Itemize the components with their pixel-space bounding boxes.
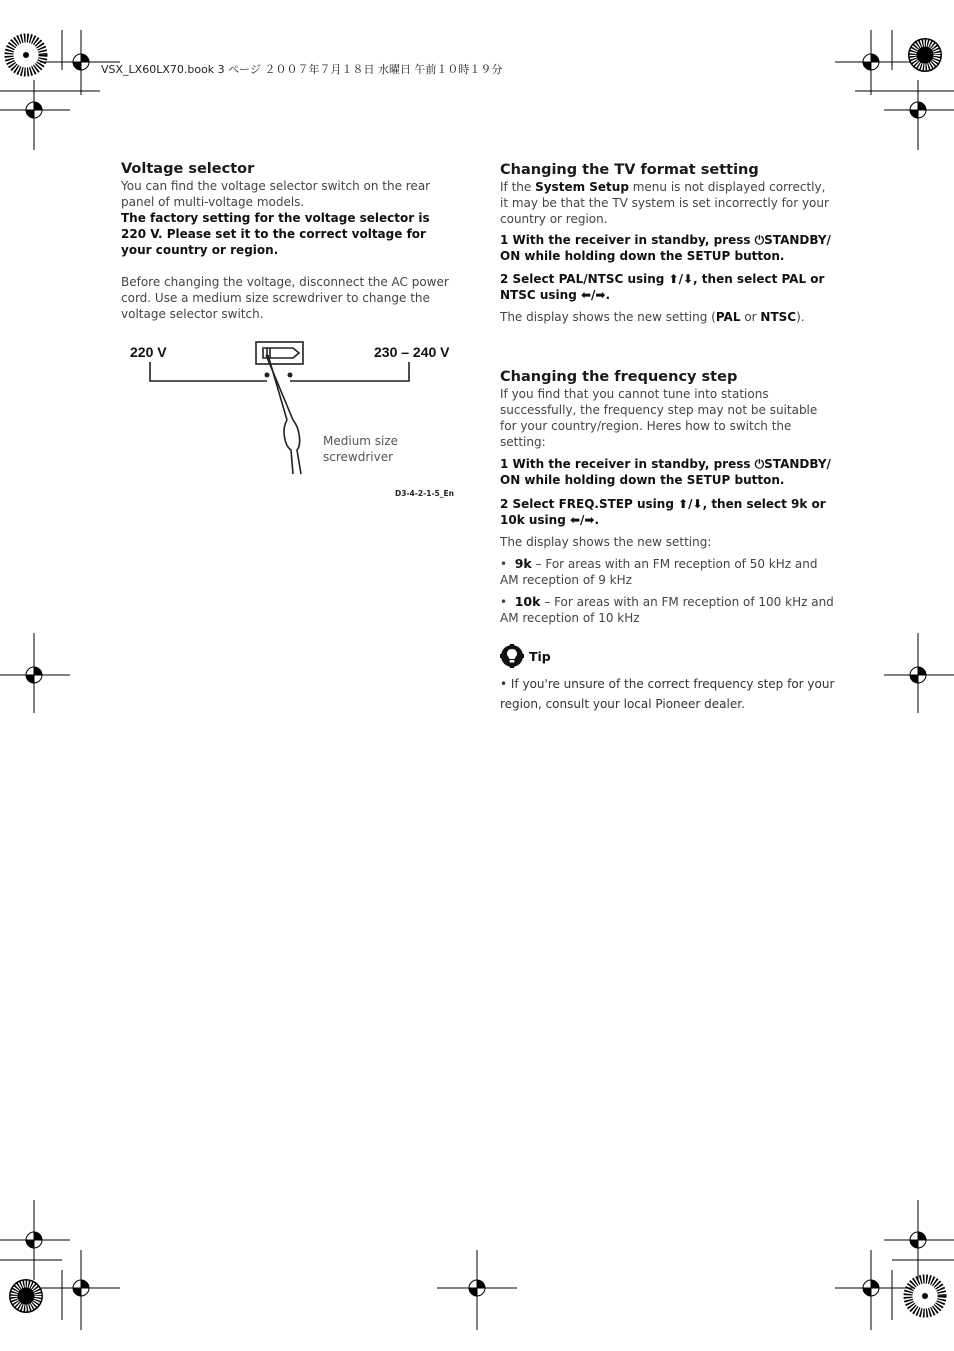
bullet-9k-key: 9k (514, 556, 532, 571)
tv-step-1: 1 With the receiver in standby, press ⏻STANDBY/ ON while holding down the SETUP button. (500, 233, 831, 263)
tv-result (500, 309, 835, 325)
voltage-before-text: Before changing the voltage, disconnect the AC power cord. Use a medium size screwdriver to change the voltage selector switch. (121, 275, 449, 321)
freq-title: Changing the frequency step (500, 369, 738, 385)
tv-format-section (500, 161, 835, 325)
tip-label: Tip (529, 648, 551, 664)
result-pre: The display shows the new setting ( (500, 310, 716, 324)
bullet-9k: • 9k – For areas with an FM reception of 50 kHz and AM reception of 9 kHz (500, 556, 818, 587)
bullet-9k-text: – For areas with an FM reception of 50 kHz and AM reception of 9 kHz (500, 557, 818, 587)
label-230-240v: 230 – 240 V (374, 344, 450, 360)
system-setup-term: System Setup (535, 180, 629, 194)
ntsc-term: NTSC (760, 310, 797, 324)
voltage-title: Voltage selector (121, 161, 255, 177)
caption-line-1: Medium size (323, 434, 399, 448)
pal-term: PAL (715, 310, 741, 324)
bullet-10k-key: 10k (514, 594, 541, 609)
voltage-selector-section (121, 160, 456, 322)
freq-step-1: 1 With the receiver in standby, press ⏻STANDBY/ ON while holding down the SETUP button. (500, 457, 831, 487)
freq-intro: If you find that you cannot tune into stations successfully, the frequency step may not be suitable for your country/region. Heres how to switch the setting: (500, 387, 818, 449)
freq-result: The display shows the new setting: (500, 535, 712, 549)
intro-pre: If the (500, 180, 536, 194)
lightbulb-icon (500, 644, 524, 668)
label-220v: 220 V (130, 344, 167, 360)
bullet-10k-text: – For areas with an FM reception of 100 kHz and AM reception of 10 kHz (500, 595, 834, 625)
frequency-step-section (500, 368, 835, 714)
tv-format-title: Changing the TV format setting (500, 162, 759, 178)
caption-line-2: screwdriver (323, 450, 394, 464)
freq-step-2: 2 Select FREQ.STEP using ⬆/⬇, then select 9k or 10k using ⬅/➡. (500, 497, 826, 527)
voltage-intro: You can find the voltage selector switch on the rear panel of multi-voltage models. (121, 179, 431, 209)
tip-text: • If you're unsure of the correct frequency step for your region, consult your local Pioneer dealer. (500, 677, 835, 711)
screwdriver-caption (323, 433, 398, 465)
tv-format-intro (500, 179, 835, 227)
book-info-line: VSX_LX60LX70.book 3 ページ ２００７年７月１８日 水曜日 午前１０時１９分 (101, 63, 503, 76)
switch-drawing (121, 338, 461, 478)
tip-header (500, 644, 835, 668)
bullet-10k: • 10k – For areas with an FM reception of 100 kHz and AM reception of 10 kHz (500, 594, 834, 625)
result-post: ). (796, 310, 805, 324)
voltage-diagram (121, 338, 461, 503)
intro-post: menu is not displayed correctly, it may be that the TV system is set incorrectly for your country or region. (500, 180, 829, 226)
result-or: or (740, 310, 761, 324)
tv-step-2: 2 Select PAL/NTSC using ⬆/⬇, then select PAL or NTSC using ⬅/➡. (500, 272, 825, 302)
voltage-warning: The factory setting for the voltage selector is 220 V. Please set it to the correct voltage for your country or region. (121, 211, 430, 257)
diagram-code: D3-4-2-1-5_En (395, 489, 454, 498)
